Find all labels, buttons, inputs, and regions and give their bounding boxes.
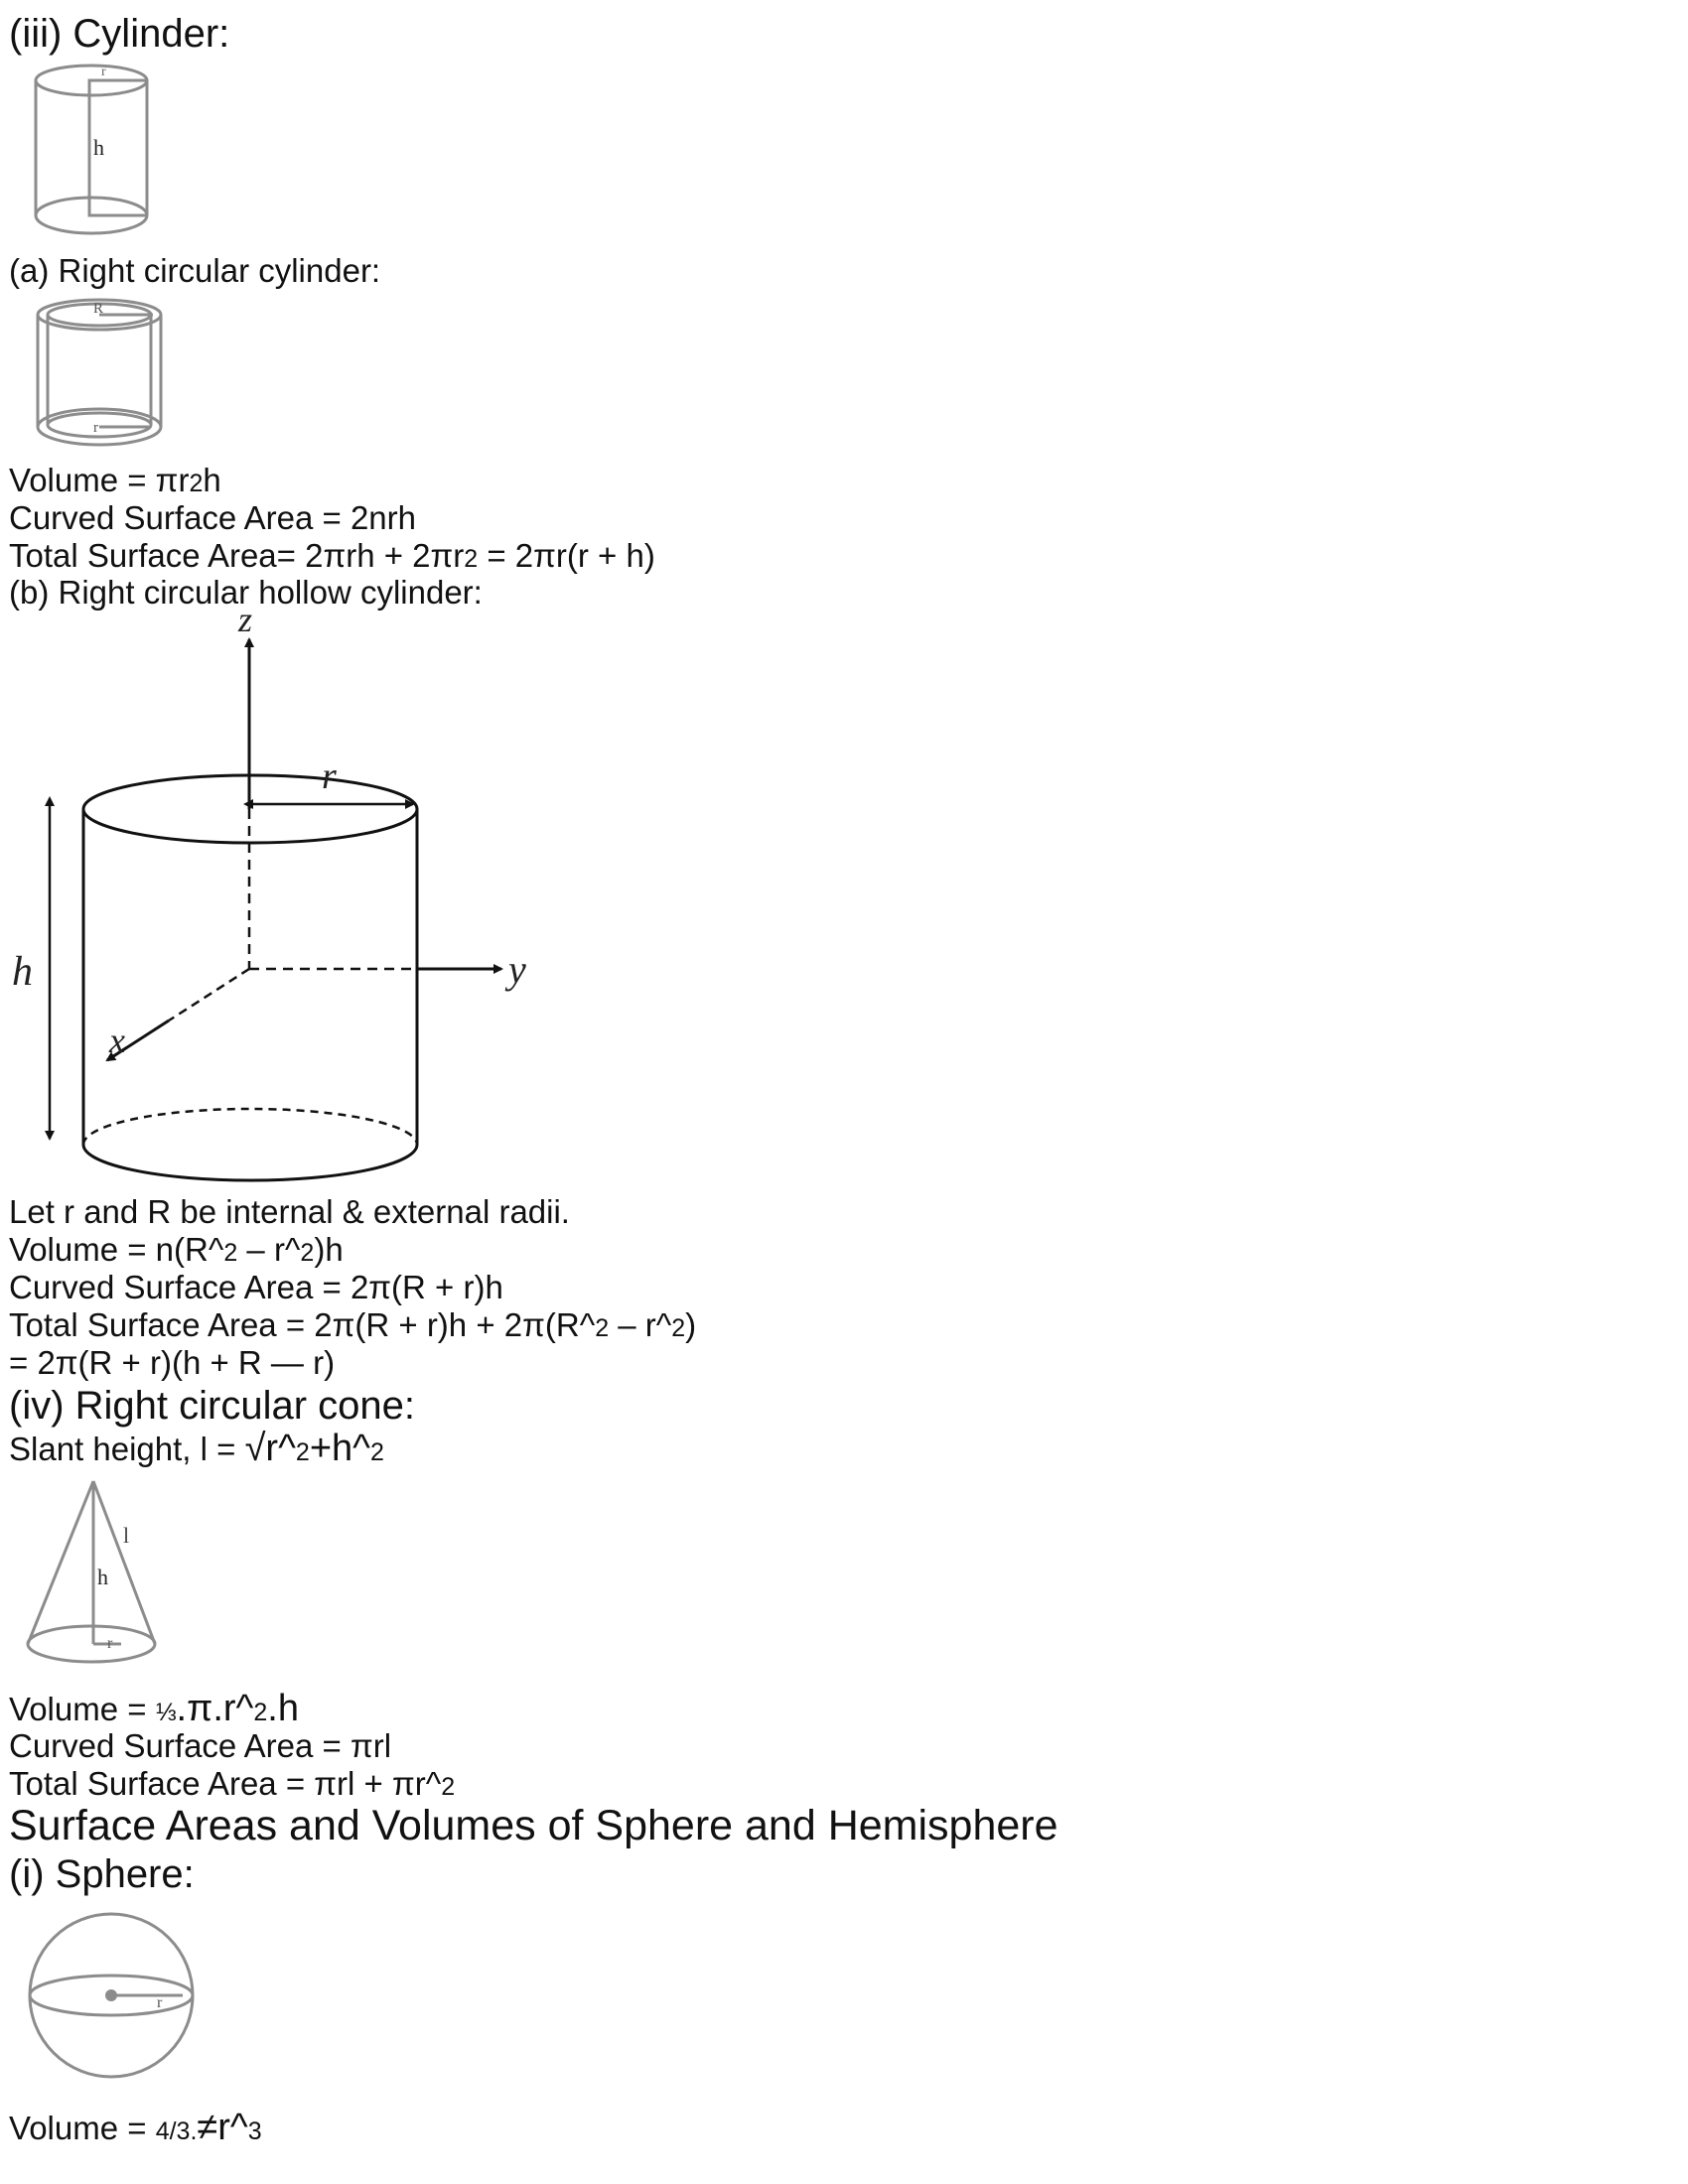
sphere-volume: Volume = 4/3.≠r^3 — [9, 2107, 262, 2148]
height-h-label: h — [12, 949, 33, 995]
cone-heading: (iv) Right circular cone: — [9, 1384, 416, 1428]
axis-z-label: z — [238, 600, 253, 639]
sphere-r-label: r — [157, 1994, 163, 2011]
hollow-heading: (b) Right circular hollow cylinder: — [9, 574, 483, 611]
rcc-heading: (a) Right circular cylinder: — [9, 252, 381, 289]
rcc-volume: Volume = πr2h — [9, 462, 221, 498]
rcc-figure — [28, 294, 177, 453]
cone-volume: Volume = ⅓.π.r^2.h — [9, 1688, 299, 1729]
axis-y-label: y — [508, 947, 526, 992]
hollow-cylinder-figure — [0, 596, 576, 1191]
axis-x-label: x — [109, 1021, 125, 1060]
hollow-total-surface-area: Total Surface Area = 2π(R + r)h + 2π(R^2 – r^2) — [9, 1306, 697, 1343]
hollow-total-surface-area-simplified: = 2π(R + r)(h + R — r) — [9, 1344, 336, 1381]
sphere-figure — [26, 1904, 205, 2093]
cone-slant-height: Slant height, l = √r^2+h^2 — [9, 1428, 384, 1469]
cone-r-label: r — [107, 1635, 113, 1652]
radius-r-label: r — [322, 755, 337, 797]
hollow-radii-note: Let r and R be internal & external radii. — [9, 1193, 570, 1230]
cone-curved-surface-area: Curved Surface Area = πrl — [9, 1727, 392, 1764]
hollow-volume: Volume = n(R^2 – r^2)h — [9, 1231, 344, 1268]
sphere-heading: (i) Sphere: — [9, 1852, 195, 1896]
cone-l-label: l — [123, 1523, 130, 1548]
rcc-r-label: r — [93, 420, 98, 436]
cylinder-heading: (iii) Cylinder: — [9, 12, 230, 56]
cylinder-figure — [22, 62, 161, 238]
hollow-curved-surface-area: Curved Surface Area = 2π(R + r)h — [9, 1269, 503, 1305]
rcc-total-surface-area: Total Surface Area= 2πrh + 2πr2 = 2πr(r + h) — [9, 537, 655, 574]
cylinder-h-label: h — [93, 135, 104, 160]
sphere-section-title: Surface Areas and Volumes of Sphere and Hemisphere — [9, 1802, 1058, 1849]
cone-total-surface-area: Total Surface Area = πrl + πr^2 — [9, 1765, 456, 1802]
rcc-curved-surface-area: Curved Surface Area = 2nrh — [9, 499, 416, 536]
cone-figure — [22, 1471, 171, 1670]
cone-h-label: h — [97, 1565, 108, 1589]
rcc-R-label: R — [93, 301, 104, 317]
cylinder-r-label: r — [101, 65, 106, 79]
